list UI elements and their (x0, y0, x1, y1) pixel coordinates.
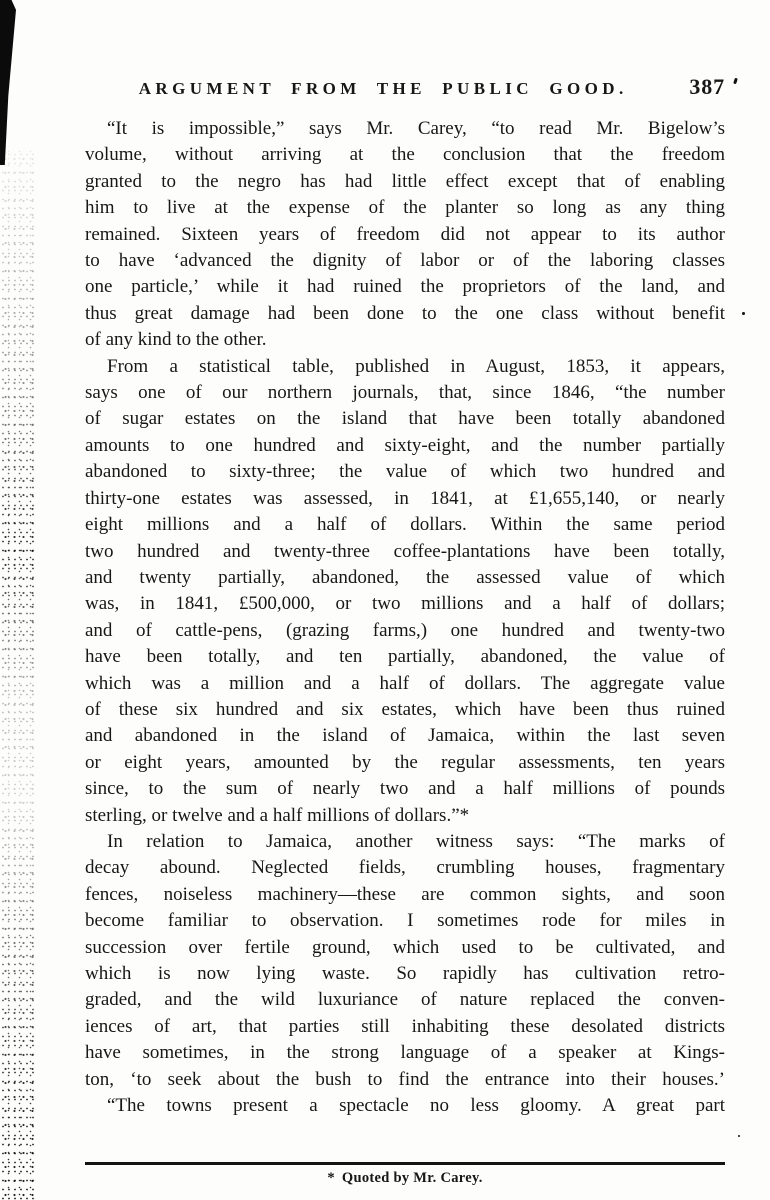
text-line: of any kind to the other. (85, 329, 267, 351)
scan-noise-band (0, 150, 36, 1200)
text-line: him to live at the expense of the planter so long as any thing (85, 197, 725, 219)
scan-speck (738, 1135, 740, 1137)
text-line: and twenty partially, abandoned, the assessed value of which (85, 566, 725, 588)
text-line: one particle,’ while it had ruined the proprietors of the land, and (85, 276, 725, 298)
text-line: remained. Sixteen years of freedom did not appear to its author (85, 223, 725, 245)
text-line: of these six hundred and six estates, which have been thus ruined (85, 698, 725, 720)
text-line: to have ‘advanced the dignity of labor or of the laboring classes (85, 250, 725, 272)
footnote (85, 1170, 725, 1187)
text-line: In relation to Jamaica, another witness says: “The marks of (107, 830, 725, 852)
running-title: ARGUMENT FROM THE PUBLIC GOOD. (138, 79, 628, 98)
text-line: abandoned to sixty-three; the value of which two hundred and (85, 461, 725, 483)
text-line: eight millions and a half of dollars. Within the same period (85, 514, 725, 536)
footnote-marker: * (327, 1170, 335, 1186)
text-line: graded, and the wild luxuriance of nature replaced the conven- (85, 989, 725, 1011)
text-line: thirty-one estates was assessed, in 1841, at £1,655,140, or nearly (85, 487, 725, 509)
text-line: become familiar to observation. I sometimes rode for miles in (85, 910, 725, 932)
text-line: which is now lying waste. So rapidly has cultivation retro- (85, 963, 725, 984)
text-line: was, in 1841, £500,000, or two millions and a half of dollars; (85, 593, 725, 615)
text-line: of sugar estates on the island that have been totally abandoned (85, 408, 725, 430)
text-line: have sometimes, in the strong language of a speaker at Kings- (85, 1042, 725, 1064)
text-line: two hundred and twenty-three coffee-plantations have been totally, (85, 540, 725, 562)
text-line: and of cattle-pens, (grazing farms,) one hundred and twenty-two (85, 619, 725, 641)
paragraph (85, 829, 725, 1093)
text-line: or eight years, amounted by the regular assessments, ten years (85, 751, 725, 773)
text-line: thus great damage had been done to the one class without benefit (85, 302, 725, 324)
text-line: “It is impossible,” says Mr. Carey, “to read Mr. Bigelow’s (107, 118, 725, 139)
paragraph (85, 354, 725, 829)
page-body (0, 100, 770, 1119)
text-line: “The towns present a spectacle no less gloomy. A great part (107, 1095, 725, 1117)
page-header (0, 0, 770, 100)
page-number: 387 (689, 74, 725, 99)
text-line: and abandoned in the island of Jamaica, within the last seven (85, 725, 725, 747)
paragraph (85, 1093, 725, 1119)
paragraph (85, 116, 725, 354)
text-line: which was a million and a half of dollars. The aggregate value (85, 672, 725, 694)
text-line: volume, without arriving at the conclusion that the freedom (85, 144, 725, 166)
text-line: ton, ‘to seek about the bush to find the entrance into their houses.’ (85, 1068, 725, 1090)
text-line: iences of art, that parties still inhabiting these desolated districts (85, 1015, 725, 1037)
scan-speck (742, 312, 745, 315)
text-line: since, to the sum of nearly two and a half millions of pounds (85, 778, 725, 800)
text-line: From a statistical table, published in August, 1853, it appears, (107, 355, 725, 377)
footnote-text: Quoted by Mr. Carey. (341, 1170, 483, 1186)
text-line: amounts to one hundred and sixty-eight, and the number partially (85, 434, 725, 456)
text-line: says one of our northern journals, that, since 1846, “the number (85, 382, 725, 404)
text-line: granted to the negro has had little effect except that of enabling (85, 170, 725, 192)
footnote-rule (85, 1162, 725, 1165)
text-line: decay abound. Neglected fields, crumbling houses, fragmentary (85, 857, 725, 879)
text-line: fences, noiseless machinery—these are common sights, and soon (85, 883, 725, 905)
text-line: have been totally, and ten partially, abandoned, the value of (85, 646, 725, 668)
text-line: succession over fertile ground, which used to be cultivated, and (85, 936, 725, 958)
text-line: sterling, or twelve and a half millions of dollars.”* (85, 804, 470, 826)
